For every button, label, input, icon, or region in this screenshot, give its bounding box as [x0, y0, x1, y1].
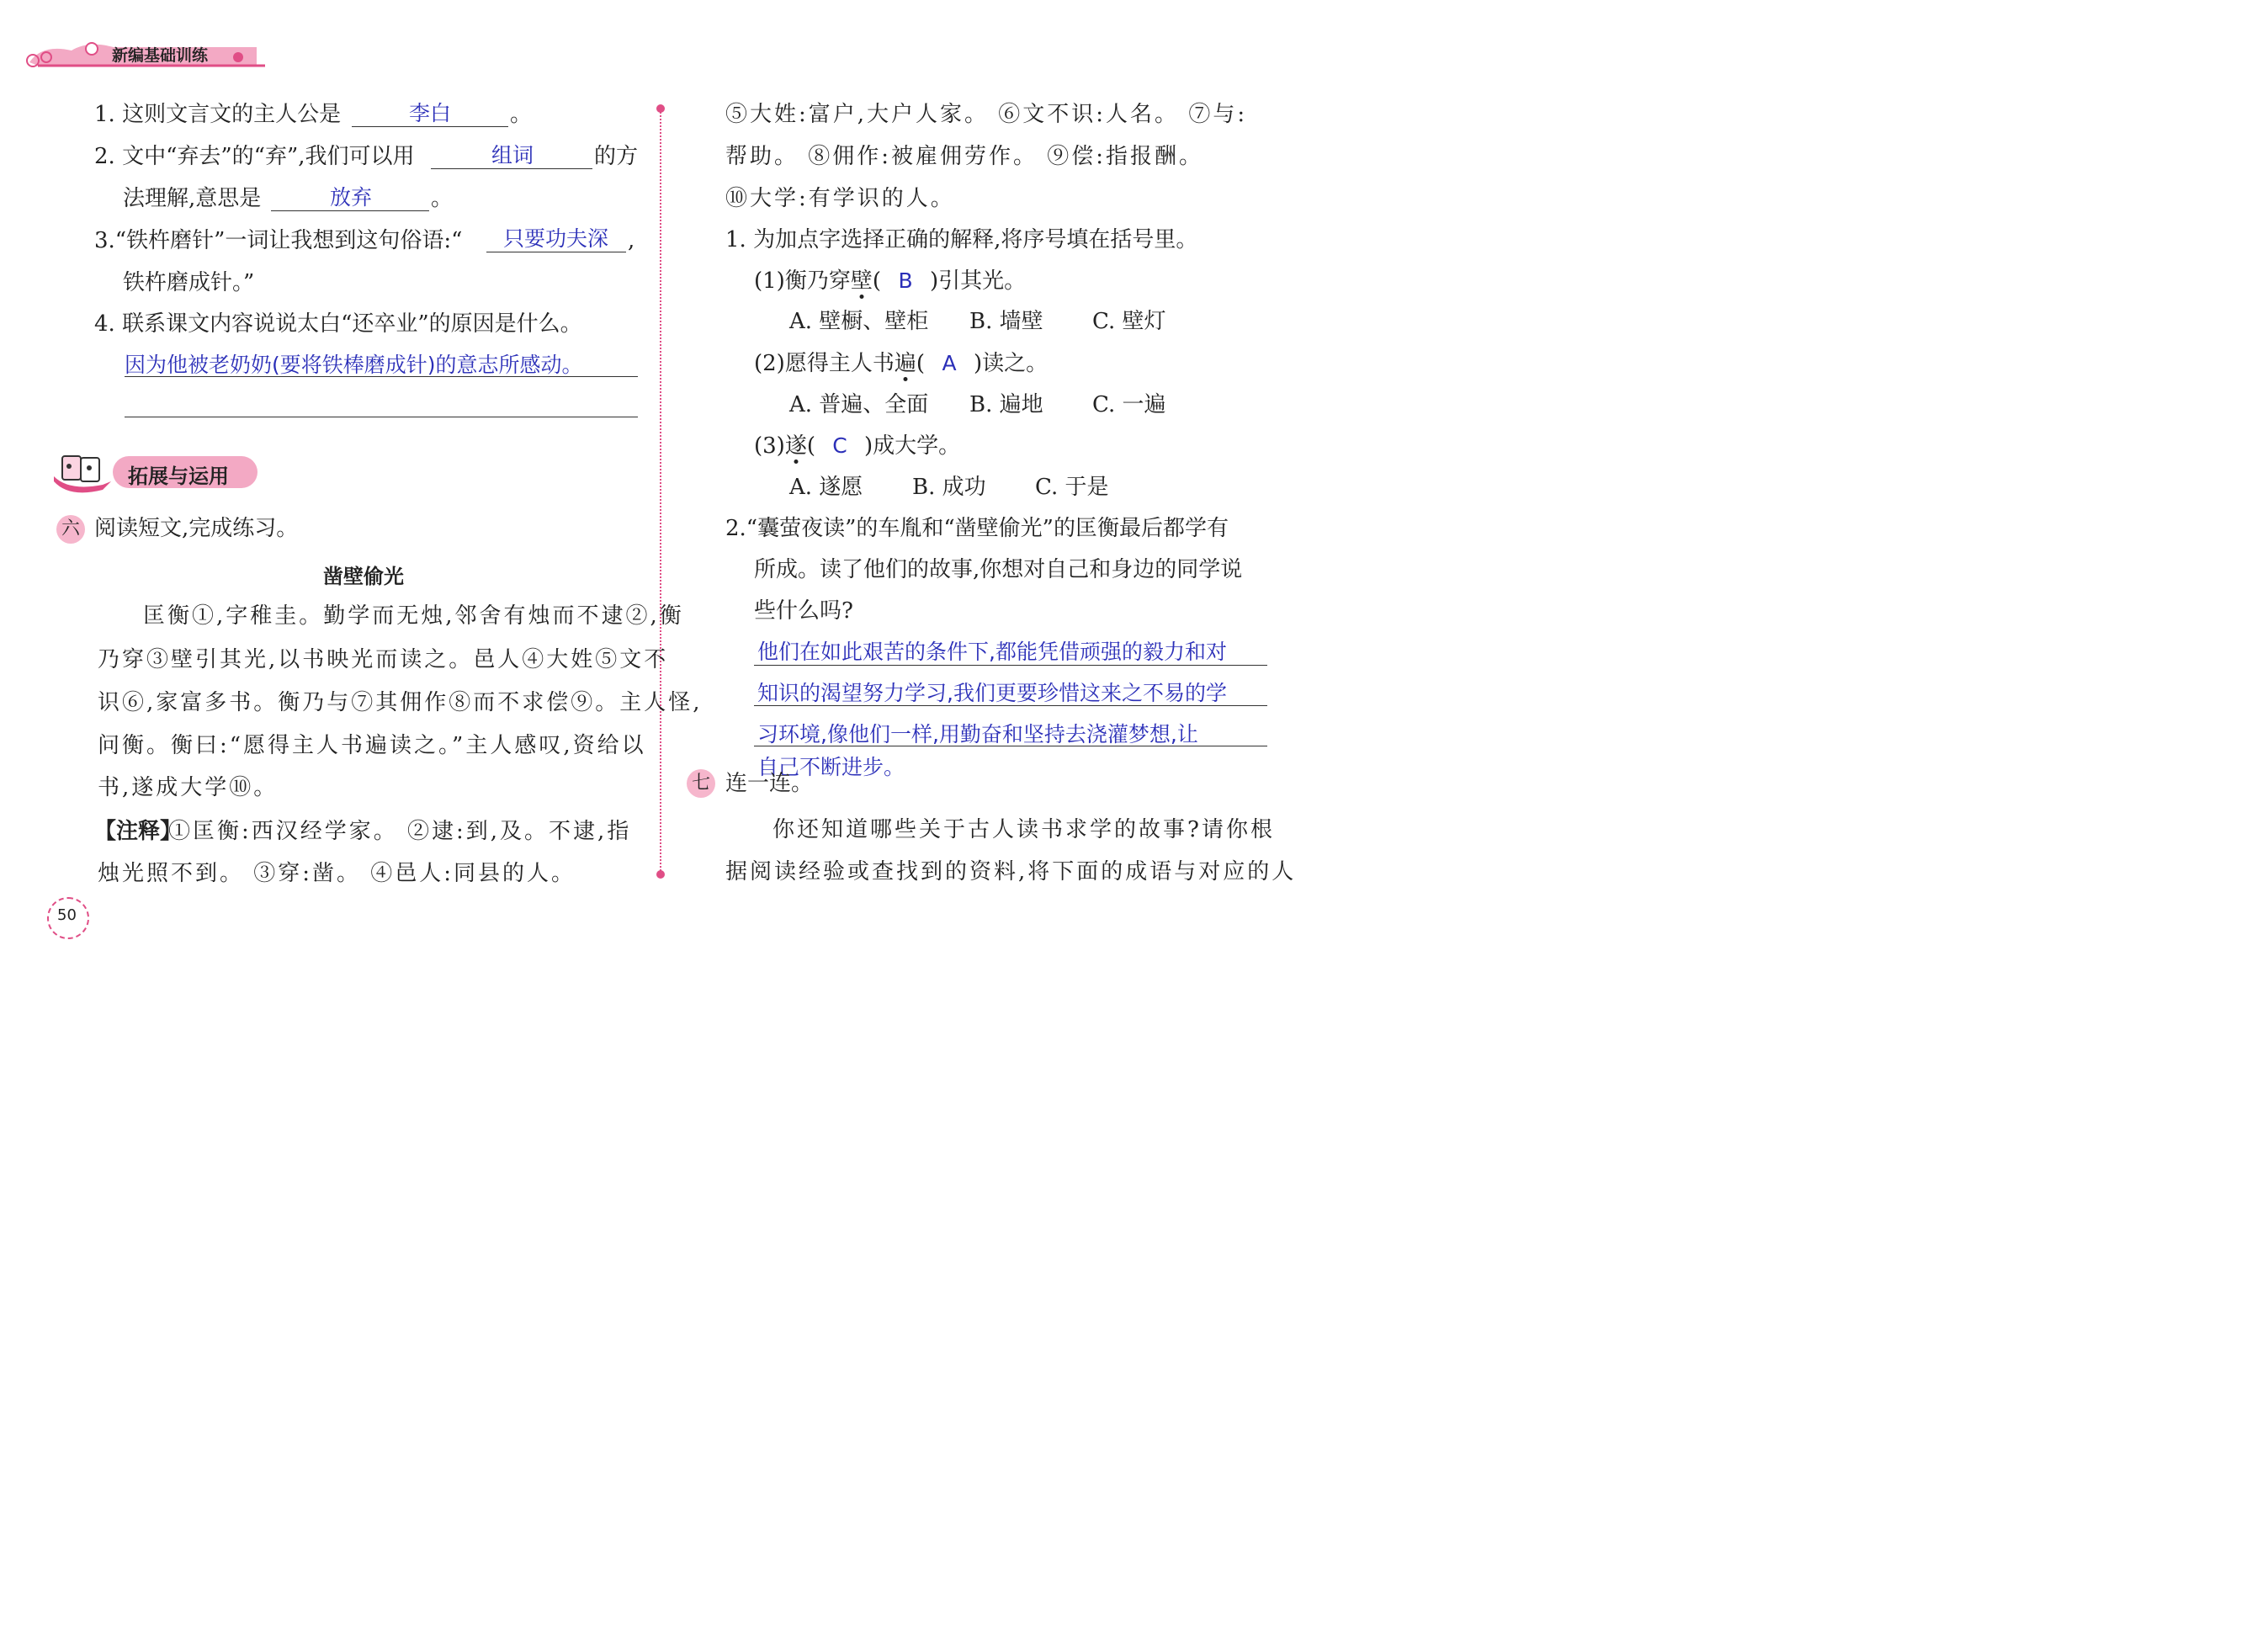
r-q1-item1-open: ( [872, 268, 882, 294]
r-q2-answer-line-4: 自己不断进步。 [757, 755, 905, 779]
separator-dot-top [656, 104, 665, 113]
passage-line-4: 问衡。衡曰:“愿得主人书遍读之。”主人感叹,资给以 [98, 733, 646, 758]
q3-line1-a: 3.“铁杵磨针”一词让我想到这句俗语:“ [94, 228, 463, 253]
r-q1-item2-close: )读之。 [974, 351, 1049, 376]
r-q1-item2-open: ( [916, 351, 926, 376]
passage-title: 凿壁偷光 [323, 565, 404, 588]
r-q1-item2-stem [754, 350, 1048, 377]
r-q1-item3-pre: (3) [754, 433, 785, 459]
r-q1-item2-dotted-char: 遍 [894, 351, 916, 376]
ex7-label: 连一连。 [725, 771, 814, 796]
r-q1-item1-stem [754, 268, 1026, 295]
q4-answer: 因为他被老奶奶(要将铁棒磨成针)的意志所感动。 [125, 353, 583, 377]
r-q1-item3-open: ( [806, 433, 816, 459]
r-q2-answer-rule-2 [754, 705, 1267, 706]
separator-dot-bottom [656, 870, 665, 879]
header-banner [21, 35, 265, 72]
r-q1-item2-opt-a: A. 普遍、全面 [789, 392, 929, 417]
r-q2-line-1: 2.“囊萤夜读”的车胤和“凿壁偷光”的匡衡最后都学有 [725, 516, 1229, 541]
q3-answer: 只要功夫深 [503, 226, 609, 251]
r-q2-answer-line-2: 知识的渴望努力学习,我们更要珍惜这来之不易的学 [757, 681, 1227, 705]
q4-label: 4. 联系课文内容说说太白“还卒业”的原因是什么。 [94, 311, 582, 337]
section-heading-title: 拓展与运用 [128, 465, 229, 488]
passage-line-1: 匡衡①,字稚圭。勤学而无烛,邻舍有烛而不逮②,衡 [143, 603, 684, 629]
page-number: 50 [57, 906, 77, 924]
books-icon [52, 451, 111, 493]
ex7-text-line-1: 你还知道哪些关于古人读书求学的故事?请你根 [772, 817, 1275, 842]
ex6-number-badge: 六 [56, 515, 85, 544]
q1-answer: 李白 [409, 101, 452, 125]
r-q1-item2-opt-c: C. 一遍 [1092, 392, 1166, 417]
section-heading [52, 451, 263, 493]
q3-line1-b: , [628, 228, 635, 253]
r-q1-item2-pre: (2)愿得主人书 [754, 351, 895, 376]
q3-line2: 铁杵磨成针。” [123, 270, 255, 295]
ex7-number-badge: 七 [687, 769, 715, 798]
r-q1-item2-opt-b: B. 遍地 [969, 392, 1043, 417]
passage-line-3: 识⑥,家富多书。衡乃与⑦其佣作⑧而不求偿⑨。主人怪, [98, 690, 703, 715]
q2-line2-b: 。 [431, 186, 454, 211]
header-title: 新编基础训练 [112, 46, 209, 65]
q1-end: 。 [510, 102, 533, 127]
ex7-text-line-2: 据阅读经验或查找到的资料,将下面的成语与对应的人 [725, 859, 1297, 884]
passage-line-2: 乃穿③壁引其光,以书映光而读之。邑人④大姓⑤文不 [98, 647, 669, 672]
r-q1-item3-answer: C [832, 433, 847, 458]
passage-note-label: 【注释】 [94, 819, 183, 844]
q2-line2-a: 法理解,意思是 [123, 186, 262, 211]
r-q1-item3-dotted-char: 遂 [784, 433, 807, 459]
q2-answer1: 组词 [491, 143, 534, 167]
r-q1-item1-opt-b: B. 墙壁 [969, 309, 1043, 334]
r-q1-item3-opt-a: A. 遂愿 [789, 475, 863, 500]
q1-label: 1. 这则文言文的主人公是 [94, 102, 342, 127]
notes-line-3: ⑩大学:有学识的人。 [725, 186, 955, 211]
r-q1-item2-answer: A [942, 351, 957, 375]
r-q2-line-3: 些什么吗? [754, 598, 853, 624]
r-q1-label: 1. 为加点字选择正确的解释,将序号填在括号里。 [725, 227, 1198, 252]
r-q1-item1-pre: (1)衡乃穿 [754, 268, 851, 294]
r-q1-item3-stem [754, 433, 960, 459]
passage-note-line-1: ①匡衡:西汉经学家。 ②逮:到,及。不逮,指 [168, 819, 632, 844]
notes-line-1: ⑤大姓:富户,大户人家。 ⑥文不识:人名。 ⑦与: [725, 102, 1248, 127]
r-q1-item3-opt-c: C. 于是 [1035, 475, 1109, 500]
notes-line-2: 帮助。 ⑧佣作:被雇佣劳作。 ⑨偿:指报酬。 [725, 144, 1204, 169]
r-q1-item1-opt-a: A. 壁橱、壁柜 [789, 309, 929, 334]
q2-answer2: 放弃 [330, 185, 373, 210]
r-q1-item3-close: )成大学。 [864, 433, 961, 459]
r-q1-item1-opt-c: C. 壁灯 [1092, 309, 1166, 334]
q4-answer-line1 [125, 376, 638, 377]
r-q1-item1-answer: B [898, 268, 913, 293]
q2-line1-b: 的方 [594, 144, 639, 169]
r-q1-item1-close: )引其光。 [930, 268, 1027, 294]
r-q1-item3-opt-b: B. 成功 [912, 475, 986, 500]
r-q2-answer-rule-1 [754, 665, 1267, 666]
passage-note-line-2: 烛光照不到。 ③穿:凿。 ④邑人:同县的人。 [98, 861, 576, 886]
column-separator [660, 105, 661, 878]
r-q1-item1-dotted-char: 壁 [850, 268, 873, 294]
r-q2-answer-line-3: 习环境,像他们一样,用勤奋和坚持去浇灌梦想,让 [757, 722, 1198, 746]
r-q2-line-2: 所成。读了他们的故事,你想对自己和身边的同学说 [754, 557, 1243, 582]
q2-line1-a: 2. 文中“弃去”的“弃”,我们可以用 [94, 144, 415, 169]
passage-line-5: 书,遂成大学⑩。 [98, 775, 279, 800]
ex6-label: 阅读短文,完成练习。 [94, 516, 299, 541]
r-q2-answer-line-1: 他们在如此艰苦的条件下,都能凭借顽强的毅力和对 [757, 640, 1227, 664]
